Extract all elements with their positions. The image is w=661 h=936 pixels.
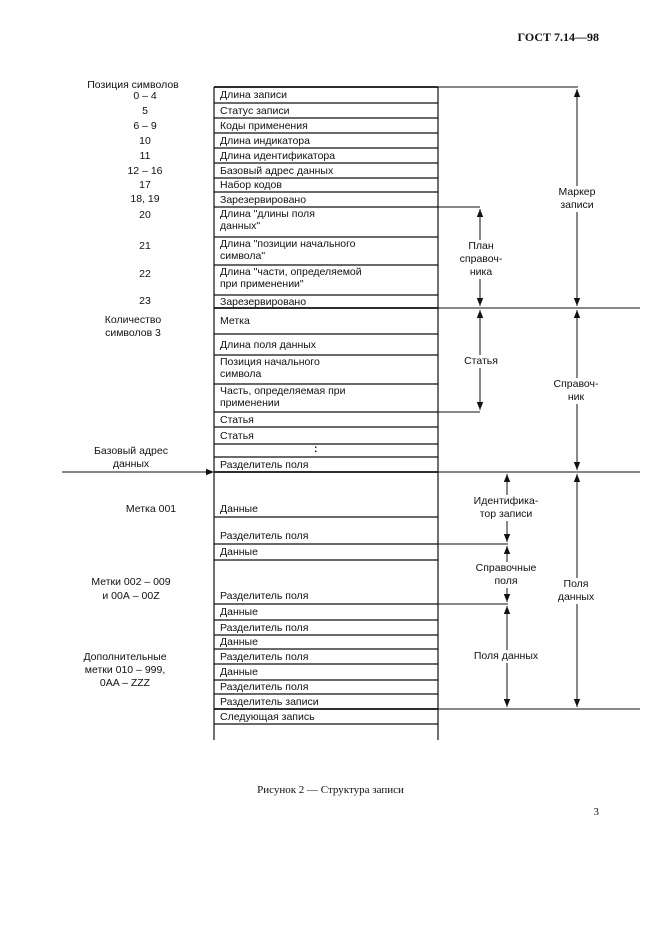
- record-cell: [220, 430, 435, 442]
- record-cell-line: Разделитель поля: [220, 621, 309, 634]
- tags-002-label: Метки 002 – 009: [91, 576, 171, 588]
- marker-label: [548, 186, 606, 212]
- base-address-label: Базовый адрес: [94, 445, 168, 457]
- record-cell: [220, 165, 435, 177]
- record-cell-line: символа": [220, 250, 266, 262]
- record-cell: [220, 105, 435, 117]
- record-cell-line: Длина индикатора: [220, 134, 310, 147]
- figure-caption: Рисунок 2 — Структура записи: [257, 784, 404, 796]
- record-cell-line: Зарезервировано: [220, 296, 307, 308]
- page-number: 3: [593, 806, 599, 818]
- fields-data-label-line: данных: [557, 591, 595, 603]
- plan-label-line: План: [468, 240, 494, 252]
- record-cell: [220, 194, 435, 206]
- record-cell: [220, 546, 435, 558]
- record-cell-line: Зарезервировано: [220, 193, 307, 206]
- record-cell: [220, 356, 435, 380]
- record-cell-line: Длина записи: [220, 89, 287, 101]
- ref-fields-label: [466, 562, 546, 588]
- ref-fields-arrow-head-top: [504, 546, 510, 554]
- record-cell-line: Разделитель поля: [220, 530, 309, 542]
- record-cell-line: применении: [220, 397, 280, 409]
- position-label: 0 – 4: [133, 90, 157, 102]
- count-label: символов 3: [105, 327, 161, 339]
- ref-fields-label-line: поля: [494, 575, 518, 587]
- record-cell: [220, 315, 435, 327]
- record-cell-line: Данные: [220, 636, 258, 648]
- record-cell: [220, 622, 435, 634]
- record-cell: [220, 150, 435, 162]
- tags-002-label: и 00А – 00Z: [102, 590, 160, 602]
- record-cell-line: Набор кодов: [220, 179, 282, 191]
- record-cell: [220, 339, 435, 351]
- data-fields-arrow-head-top: [504, 606, 510, 614]
- tags-additional-label: Дополнительные: [83, 651, 167, 663]
- directory-label: [546, 378, 606, 404]
- position-label: 20: [139, 209, 151, 221]
- marker-label-line: Маркер: [558, 186, 596, 198]
- record-cell-line: Разделитель поля: [220, 458, 309, 471]
- record-cell: [220, 459, 435, 471]
- identifier-label-line: тор записи: [479, 508, 533, 520]
- position-label: 12 – 16: [127, 165, 163, 177]
- base-address-label: данных: [112, 458, 150, 470]
- record-cell: [220, 530, 435, 542]
- record-cell-line: Разделитель поля: [220, 681, 309, 693]
- fields-data-arrow-head-top: [574, 474, 580, 482]
- record-cell: [220, 606, 435, 618]
- record-cell-line: при применении": [220, 278, 304, 290]
- record-cell-line: Длина идентификатора: [220, 149, 336, 162]
- record-cell-line: :: [314, 443, 318, 455]
- record-cell-line: символа: [220, 368, 262, 380]
- fields-data-label-line: Поля: [563, 578, 589, 590]
- entry-arrow-head-top: [477, 310, 483, 318]
- ref-fields-arrow-head-bottom: [504, 594, 510, 602]
- directory-arrow-head-bottom: [574, 462, 580, 470]
- position-label: 5: [142, 105, 148, 117]
- position-label: 17: [139, 179, 151, 191]
- fields-data-label: [550, 578, 602, 604]
- plan-label: [452, 240, 510, 279]
- record-cell: [220, 296, 435, 308]
- position-label: 10: [139, 135, 151, 147]
- record-cell: [220, 696, 435, 708]
- record-cell: [220, 503, 435, 515]
- record-cell-line: Разделитель записи: [220, 695, 319, 708]
- record-cell-line: Следующая запись: [220, 710, 315, 723]
- record-cell-line: Данные: [220, 606, 258, 618]
- record-cell-line: данных": [220, 220, 261, 232]
- record-cell-line: Метка: [220, 315, 250, 327]
- entry-label: Статья: [456, 355, 506, 368]
- record-cell: [220, 414, 435, 426]
- record-cell: [220, 590, 435, 602]
- tags-additional-label: метки 010 – 999,: [84, 664, 166, 676]
- record-cell: [220, 711, 435, 723]
- record-cell-line: Базовый адрес данных: [220, 164, 334, 177]
- tag-001-label: Метка 001: [125, 503, 177, 515]
- record-cell-line: Статья: [220, 413, 254, 426]
- identifier-label-line: Идентифика-: [473, 495, 539, 507]
- record-cell: [220, 208, 435, 232]
- position-label: 22: [139, 268, 151, 280]
- record-cell-line: Коды применения: [220, 119, 308, 132]
- directory-label-line: ник: [567, 391, 585, 403]
- directory-label-line: Справоч-: [553, 378, 599, 390]
- record-cell-line: Статья: [220, 429, 254, 442]
- position-label: 23: [139, 295, 151, 307]
- record-cell-line: Длина "части, определяемой: [220, 266, 362, 278]
- record-cell: [220, 666, 435, 678]
- record-cell-line: Длина поля данных: [220, 338, 317, 351]
- record-cell-line: Статус записи: [220, 104, 290, 117]
- identifier-arrow-head-top: [504, 474, 510, 482]
- record-cell-line: Данные: [220, 666, 258, 678]
- record-cell: [220, 681, 435, 693]
- tags-additional-label: 0AA – ZZZ: [99, 677, 151, 689]
- plan-label-line: ника: [469, 266, 493, 278]
- plan-arrow-head-bottom: [477, 298, 483, 306]
- position-label: 11: [139, 150, 151, 162]
- directory-arrow-head-top: [574, 310, 580, 318]
- fields-data-arrow-head-bottom: [574, 699, 580, 707]
- record-cell-line: Разделитель поля: [220, 650, 309, 663]
- record-cell: [220, 179, 435, 191]
- record-cell: [314, 443, 334, 455]
- data-fields-arrow-head-bottom: [504, 699, 510, 707]
- position-label: 6 – 9: [133, 120, 157, 132]
- ref-fields-label-line: Справочные: [475, 562, 537, 574]
- plan-arrow-head-top: [477, 209, 483, 217]
- record-cell: [220, 636, 435, 648]
- record-cell-line: Позиция начального: [220, 356, 320, 368]
- record-cell-line: Разделитель поля: [220, 590, 309, 602]
- record-cell: [220, 651, 435, 663]
- record-cell: [220, 135, 435, 147]
- position-label: 21: [139, 240, 151, 252]
- standard-header: ГОСТ 7.14—98: [517, 30, 599, 44]
- entry-arrow-head-bottom: [477, 402, 483, 410]
- record-cell-line: Часть, определяемая при: [220, 385, 346, 397]
- record-cell-line: Данные: [220, 503, 258, 515]
- record-cell: [220, 120, 435, 132]
- identifier-label: [466, 495, 546, 521]
- position-label: 18, 19: [130, 193, 160, 205]
- marker-arrow-head-top: [574, 89, 580, 97]
- record-cell: [220, 385, 435, 409]
- data-fields-label: Поля данных: [466, 650, 546, 663]
- base-address-arrow-head: [206, 469, 214, 475]
- record-cell: [220, 89, 435, 101]
- record-cell: [220, 238, 435, 262]
- positions-title: Позиция символов: [87, 79, 179, 91]
- identifier-arrow-head-bottom: [504, 534, 510, 542]
- plan-label-line: справоч-: [459, 253, 503, 265]
- marker-label-line: записи: [560, 199, 594, 211]
- marker-arrow-head-bottom: [574, 298, 580, 306]
- record-cell: [220, 266, 435, 290]
- record-cell-line: Данные: [220, 546, 258, 558]
- record-cell-line: Длина "длины поля: [220, 208, 315, 220]
- record-cell-line: Длина "позиции начального: [220, 238, 356, 250]
- count-label: Количество: [104, 314, 162, 326]
